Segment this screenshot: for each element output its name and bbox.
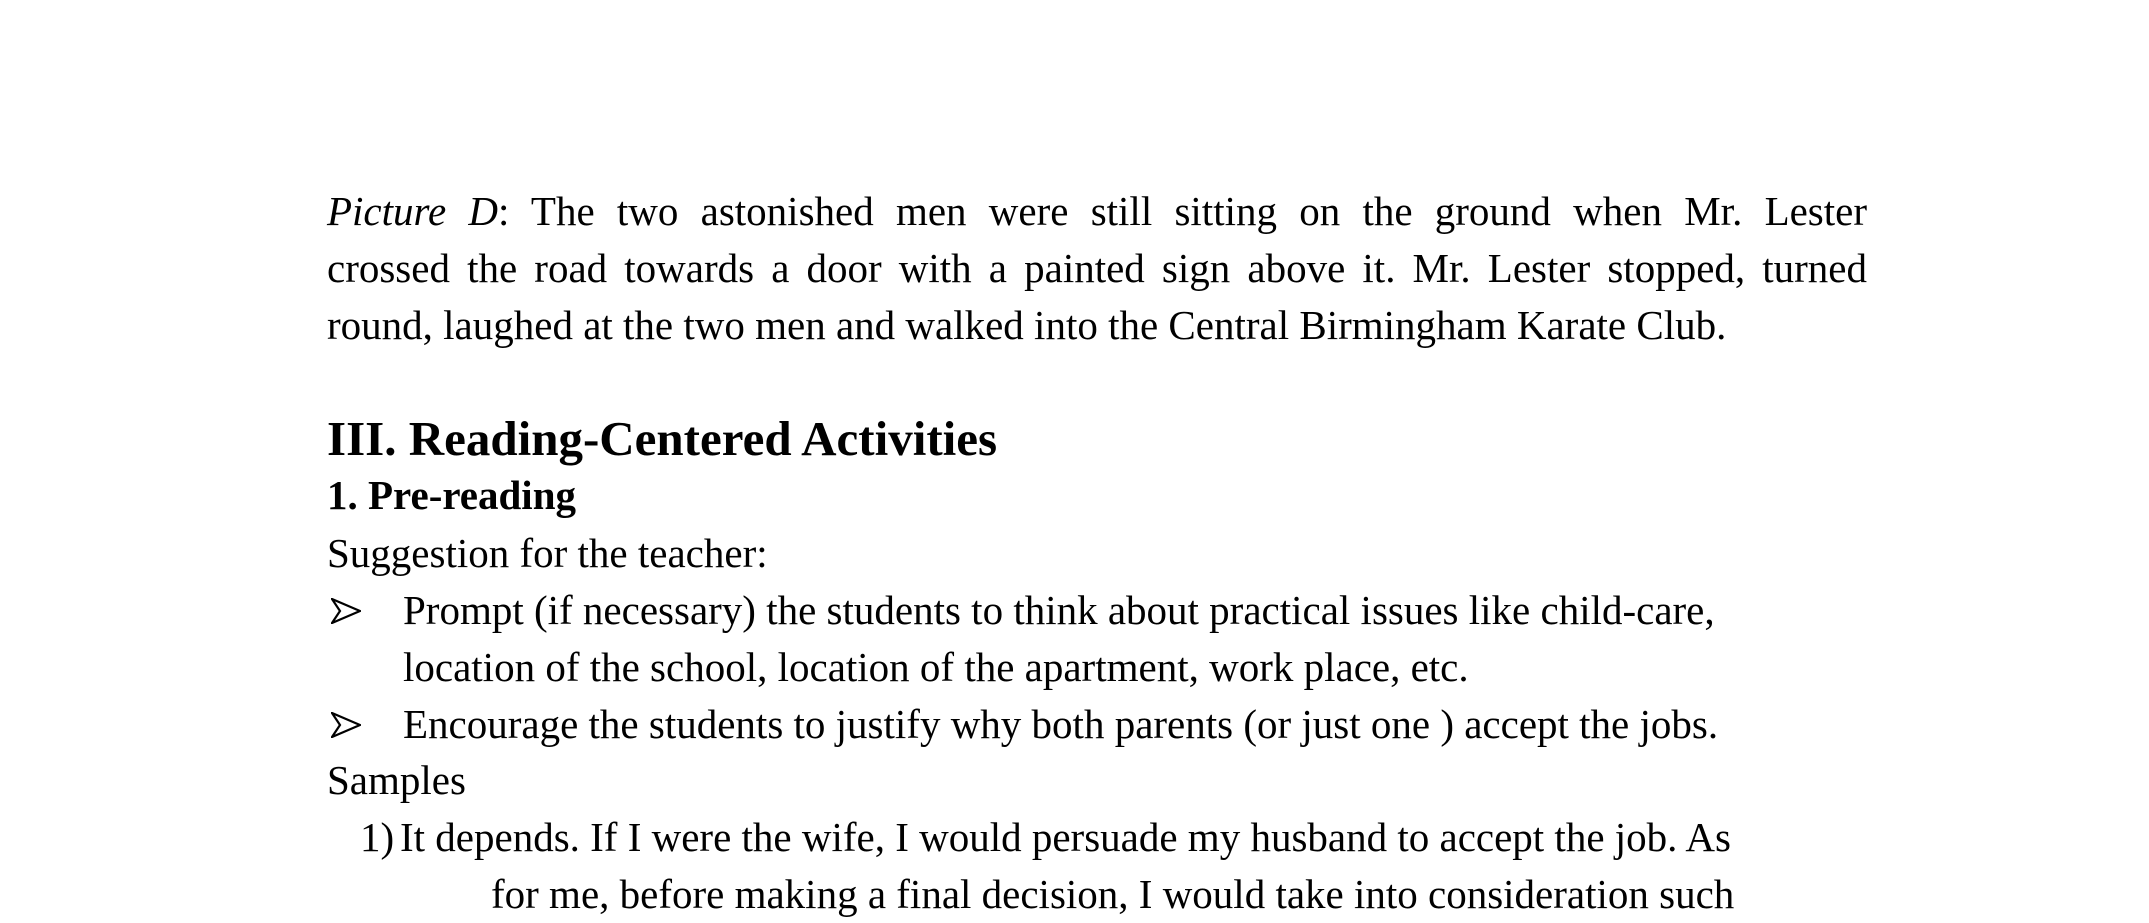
sample-item-1-line-2: for me, before making a final decision, I would take into consideration such bbox=[491, 871, 1735, 917]
bullet-item-1-line-2: location of the school, location of the apartment, work place, etc. bbox=[403, 644, 1469, 690]
bullet-item-2-line-1: Encourage the students to justify why both parents (or just one ) accept the jobs. bbox=[403, 701, 1719, 747]
section-heading: III. Reading-Centered Activities bbox=[327, 411, 998, 466]
picture-d-paragraph bbox=[327, 183, 1867, 354]
bullet-item-1-line-1: Prompt (if necessary) the students to think about practical issues like child-care, bbox=[403, 587, 1715, 633]
picture-d-line-1-text: : The two astonished men were still sitting on the ground when Mr. Lester bbox=[498, 188, 1868, 234]
pre-reading-subheading: 1. Pre-reading bbox=[327, 472, 577, 518]
suggestion-intro: Suggestion for the teacher: bbox=[327, 530, 768, 576]
picture-d-line-2: crossed the road towards a door with a painted sign above it. Mr. Lester stopped, turned bbox=[327, 245, 1867, 291]
arrowhead-bullet-icon bbox=[327, 582, 367, 639]
sample-item-1-number: 1) bbox=[360, 814, 395, 860]
picture-d-line-1 bbox=[327, 183, 1867, 240]
samples-label: Samples bbox=[327, 757, 466, 803]
arrowhead-bullet-icon bbox=[327, 696, 367, 753]
picture-d-line-3: round, laughed at the two men and walked into the Central Birmingham Karate Club. bbox=[327, 302, 1727, 348]
picture-d-label: Picture D bbox=[327, 188, 499, 234]
sample-item-1-line-1: It depends. If I were the wife, I would persuade my husband to accept the job. As bbox=[400, 814, 1731, 860]
